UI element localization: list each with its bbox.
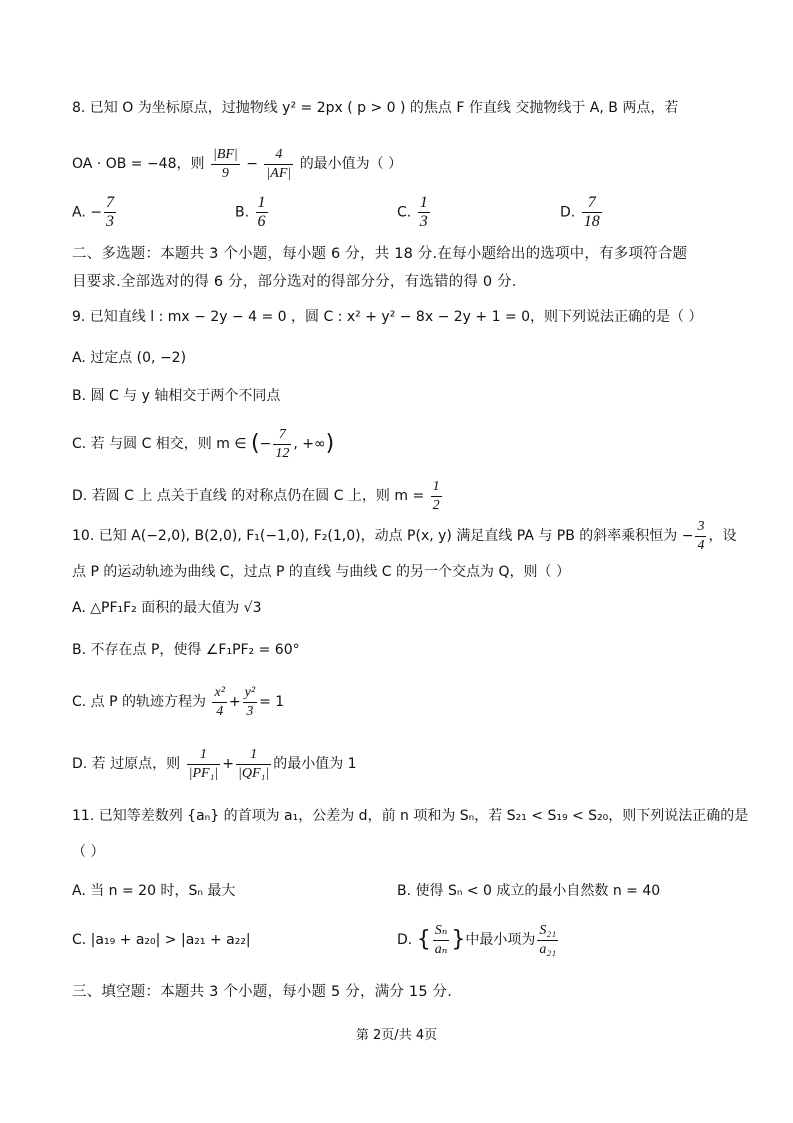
option-label: C. <box>397 204 412 221</box>
q10-d-prefix: D. 若 过原点，则 <box>72 756 181 772</box>
q10-d-fraction-2 <box>236 746 271 783</box>
option-denominator: 18 <box>583 213 600 230</box>
option-fraction <box>418 194 430 231</box>
section2-heading-line1: 二、多选题：本题共 3 个小题，每小题 6 分，共 18 分.在每小题给出的选项中，有多项符合题 <box>72 246 688 262</box>
q8-option-c <box>397 194 432 231</box>
q10-c-denominator-1: 4 <box>216 703 224 719</box>
option-label: D. <box>560 204 576 221</box>
q10-option-b: B. 不存在点 P，使得 ∠F₁PF₂ = 60° <box>72 642 300 658</box>
q9-stem: 9. 已知直线 l : mx − 2y − 4 = 0 ，圆 C : x² + y² − 8x − 2y + 1 = 0，则下列说法正确的是（ ） <box>72 309 703 325</box>
q10-d-suffix: 的最小值为 1 <box>273 756 357 772</box>
q10-d-plus: + <box>222 756 234 772</box>
q11-d-inner-numerator: Sₙ <box>433 922 450 941</box>
q10-line1-prefix: 10. 已知 A(−2,0), B(2,0), F₁(−1,0), F₂(1,0)，动点 P(x, y) 满足直线 PA 与 PB 的斜率乘积恒为 − <box>72 528 694 544</box>
option-denominator: 3 <box>419 213 428 230</box>
q11-d-inner-fraction <box>433 922 450 959</box>
q9-d-denominator: 2 <box>432 497 440 513</box>
q10-c-suffix: = 1 <box>259 694 285 710</box>
q9-c-denominator: 12 <box>275 445 290 461</box>
q8-stem-line1: 8. 已知 O 为坐标原点，过抛物线 y² = 2px ( p > 0 ) 的焦点 F 作直线 交抛物线于 A, B 两点，若 <box>72 100 679 116</box>
q8-frac1-denominator: 9 <box>221 165 229 181</box>
section3-heading: 三、填空题：本题共 3 个小题，每小题 5 分，满分 15 分. <box>72 984 453 1000</box>
q10-d-denominator-2: |QF₁| <box>238 765 270 781</box>
q10-d-numerator-2: 1 <box>236 746 271 765</box>
q9-option-c: C. 若 与圆 C 相交，则 m ∈ (− $\frac{7}{12}$ , +∞) <box>72 426 335 461</box>
q10-c-plus: + <box>228 694 241 710</box>
q11-option-c: C. |a₁₉ + a₂₀| > |a₂₁ + a₂₂| <box>72 932 251 948</box>
q9-c-interval-suffix: , +∞ <box>293 436 326 452</box>
q11-stem-line1: 11. 已知等差数列 {aₙ} 的首项为 a₁，公差为 d，前 n 项和为 Sₙ，若 S₂₁ < S₁₉ < S₂₀，则下列说法正确的是 <box>72 808 749 824</box>
q8-frac2-denominator: |AF| <box>266 165 292 181</box>
option-numerator: 7 <box>105 194 114 211</box>
q8-option-d <box>560 194 604 231</box>
q11-d-mid: 中最小项为 <box>465 932 536 948</box>
q11-option-a: A. 当 n = 20 时，Sₙ 最大 <box>72 883 236 899</box>
q10-c-numerator-2: y² <box>243 684 257 703</box>
q8-frac2-numerator: 4 <box>264 146 293 165</box>
q10-d-denominator-1: |PF₁| <box>188 765 219 781</box>
q11-d-numerator: S₂₁ <box>537 922 558 941</box>
q9-option-a: A. 过定点 (0, −2) <box>72 350 187 366</box>
q10-option-a: A. △PF₁F₂ 面积的最大值为 √3 <box>72 600 262 616</box>
q9-d-prefix: D. 若圆 C 上 点关于直线 的对称点仍在圆 C 上，则 m = <box>72 488 425 504</box>
q8-option-b <box>235 194 270 231</box>
q9-d-fraction <box>431 478 442 515</box>
q10-stem-line2: 点 P 的运动轨迹为曲线 C，过点 P 的直线 与曲线 C 的另一个交点为 Q，则（ ） <box>72 564 570 580</box>
q8-stem-line2 <box>72 140 402 188</box>
q10-c-prefix: C. 点 P 的轨迹方程为 <box>72 694 207 710</box>
q8-fraction-bf <box>211 146 240 183</box>
section2-heading-line2: 目要求.全部选对的得 6 分，部分选对的得部分分，有选错的得 0 分. <box>72 274 517 290</box>
q10-c-denominator-2: 3 <box>246 703 254 719</box>
q11-d-inner-denominator: aₙ <box>434 941 448 957</box>
q10-d-numerator-1: 1 <box>187 746 221 765</box>
q10-slope-fraction <box>695 518 706 555</box>
option-denominator: 6 <box>257 213 266 230</box>
option-label: A. <box>72 204 86 221</box>
q10-frac-denominator: 4 <box>697 537 705 553</box>
q8-fraction-af <box>264 146 293 183</box>
q10-c-fraction-x <box>212 684 226 721</box>
q10-d-fraction-1 <box>187 746 221 783</box>
q11-option-d: D. { $\frac{\text{Sₙ}}{\text{aₙ}}$ }中最小项为 $\frac{\text{S₂₁}}{\text{a₂₁}}$ <box>397 922 557 957</box>
q8-frac1-numerator: |BF| <box>211 146 240 165</box>
q10-c-numerator-1: x² <box>212 684 226 703</box>
option-numerator: 1 <box>419 194 428 211</box>
q11-option-b: B. 使得 Sₙ < 0 成立的最小自然数 n = 40 <box>397 883 661 899</box>
q10-frac-numerator: 3 <box>695 518 706 537</box>
q10-option-c <box>72 680 284 724</box>
q11-d-prefix: D. <box>397 932 413 948</box>
option-numerator: 7 <box>582 194 602 213</box>
option-numerator: 1 <box>257 194 266 211</box>
q11-stem-line2: （ ） <box>72 844 105 860</box>
q10-line1-suffix: ，设 <box>708 528 737 544</box>
option-fraction <box>256 194 268 231</box>
q11-d-fraction <box>537 922 558 959</box>
q9-c-numerator: 7 <box>273 426 291 445</box>
option-denominator: 3 <box>105 213 114 230</box>
option-sign: − <box>90 204 102 221</box>
q8-vector-expression: OA · OB = −48，则 <box>72 156 205 172</box>
q9-c-prefix: C. 若 与圆 C 相交，则 m ∈ <box>72 436 247 452</box>
q8-question-suffix: 的最小值为（ ） <box>299 156 403 172</box>
q11-d-denominator: a₂₁ <box>539 941 557 957</box>
q9-option-b: B. 圆 C 与 y 轴相交于两个不同点 <box>72 388 281 404</box>
page-footer: 第 2页/共 4页 <box>355 1028 438 1043</box>
option-fraction <box>104 194 116 231</box>
q10-option-d <box>72 740 357 788</box>
q10-c-fraction-y <box>243 684 257 721</box>
q9-option-d <box>72 474 444 518</box>
q9-c-fraction <box>273 426 291 463</box>
option-label: B. <box>235 204 250 221</box>
option-fraction <box>582 194 602 231</box>
q8-option-a <box>72 194 118 231</box>
q10-stem-line1 <box>72 516 736 556</box>
q8-minus-sign: − <box>246 156 258 172</box>
q9-d-numerator: 1 <box>431 478 442 497</box>
